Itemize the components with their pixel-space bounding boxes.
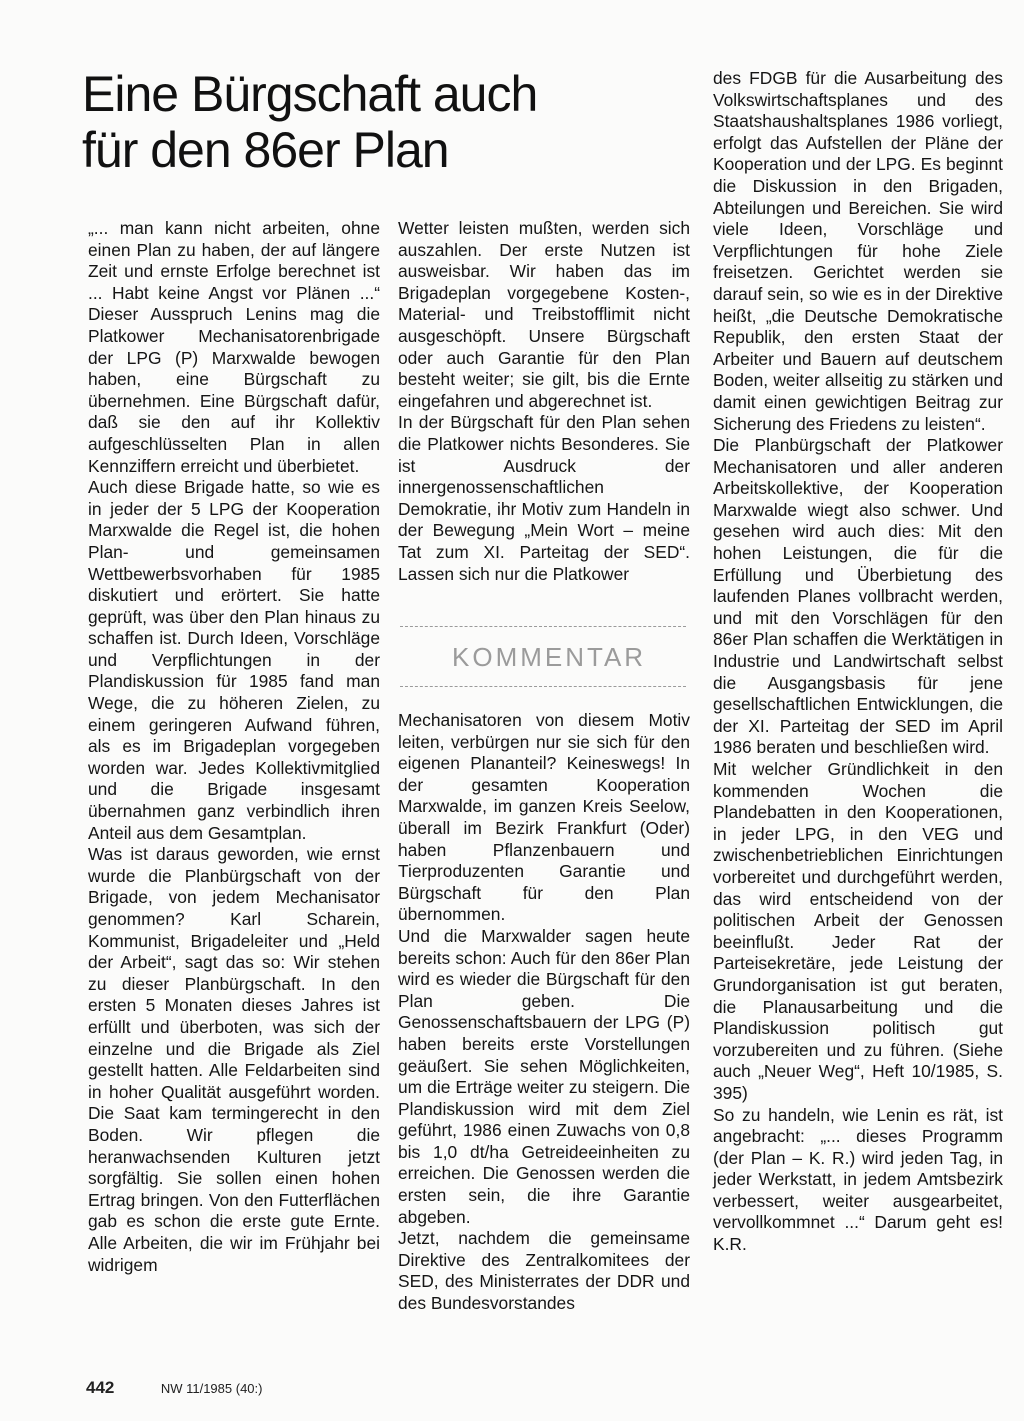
column-3 xyxy=(713,68,1003,1256)
paragraph: Die Planbürgschaft der Platkower Mechanisatoren und aller anderen Arbeitskollektive, der Kooperation Marxwalde wiegt also schwer. Und gesehen wird auch dies: Mit den hohen Leistungen, die für die Erfüllung und Überbietung des laufenden Planes vollbracht werden, und mit den Vorschlägen für den 86er Plan schaffen die Werktätigen in Industrie und Landwirtschaft selbst die Ausgangsbasis für jene gesellschaftlichen Entwicklungen, die der XI. Parteitag der SED im April 1986 beraten und beschließen wird. xyxy=(713,435,1003,758)
paragraph: des FDGB für die Ausarbeitung des Volkswirtschaftsplanes und des Staatshaushaltsplanes 1986 vorliegt, erfolgt das Aufstellen der Pläne der Kooperation und der LPG. Es beginnt die Diskussion in den Brigaden, Abteilungen und Bereichen. Sie wird viele Ideen, Vorschläge und Verpflichtungen für hohe Ziele freisetzen. Gerichtet werden sie darauf sein, so wie es in der Direktive heißt, „die Deutsche Demokratische Republik, den ersten Staat der Arbeiter und Bauern auf deutschem Boden, weiter allseitig zu stärken und damit einen gewichtigen Beitrag zur Sicherung des Friedens zu leisten“. xyxy=(713,68,1003,434)
paragraph: Und die Marxwalder sagen heute bereits schon: Auch für den 86er Plan wird es wieder die Bürgschaft für den Plan geben. Die Genossenschaftsbauern der LPG (P) haben bereits erste Vorstellungen geäußert. Sie sehen Möglichkeiten, um die Erträge weiter zu steigern. Die Plandiskussion wird mit dem Ziel geführt, 1986 einen Zuwachs von 0,8 bis 1,0 dt/ha Getreideeinheiten zu erreichen. Die Genossen werden die ersten sein, die ihre Garantie abgeben. xyxy=(398,925,690,1227)
page-number: 442 xyxy=(86,1378,115,1397)
kommentar-box xyxy=(398,620,690,692)
paragraph: Jetzt, nachdem die gemeinsame Direktive des Zentralkomitees der SED, des Ministerrates der DDR und des Bundesvorstandes xyxy=(398,1228,690,1314)
kommentar-label: KOMMENTAR xyxy=(452,642,647,672)
issue-reference: NW 11/1985 (40:) xyxy=(160,1381,263,1396)
paragraph: „... man kann nicht arbeiten, ohne einen Plan zu haben, der auf längere Zeit und ernste Erfolge berechnet ist ... Habt keine Angst vor Plänen ...“ Dieser Ausspruch Lenins mag die Platkower Mechanisatorenbrigade der LPG (P) Marxwalde bewogen haben, eine Bürgschaft zu übernehmen. Eine Bürgschaft dafür, daß sie den auf ihr Kollektiv aufgeschlüsselten Plan in allen Kennziffern erreicht und überbietet. xyxy=(88,218,380,476)
headline-line-1: Eine Bürgschaft auch xyxy=(82,66,538,122)
headline xyxy=(82,66,642,178)
column-1 xyxy=(88,218,380,1276)
divider-top xyxy=(400,626,686,627)
paragraph: Auch diese Brigade hatte, so wie es in jeder der 5 LPG der Kooperation Marxwalde die Regel ist, die hohen Plan- und gemeinsamen Wettbewerbsvorhaben für 1985 diskutiert und erörtert. Sie hatte geprüft, was über den Plan hinaus zu schaffen ist. Durch Ideen, Vorschläge und Verpflichtungen in der Plandiskussion für 1985 fand man Wege, die zu höheren Zielen, zu einem geringeren Aufwand führen, als es im Brigadeplan vorgegeben worden war. Jedes Kollektivmitglied und die Brigade insgesamt übernahmen ganz verbindlich ihren Anteil aus dem Gesamtplan. xyxy=(88,477,380,843)
page-footer xyxy=(86,1378,262,1398)
divider-bottom xyxy=(400,686,686,687)
paragraph: Was ist daraus geworden, wie ernst wurde die Planbürgschaft von der Brigade, von jedem Mechanisator genommen? Karl Scharein, Kommunist, Brigadeleiter und „Held der Arbeit“, sagt das so: Wir stehen zu dieser Planbürgschaft. In den ersten 5 Monaten dieses Jahres ist erfüllt und überboten, was sich der einzelne und die Brigade als Ziel gestellt hatten. Alle Feldarbeiten sind in hoher Qualität ausgeführt worden. Die Saat kam termingerecht in den Boden. Wir pflegen die heranwachsenden Kulturen jetzt sorgfältig. Sie sollen einen hohen Ertrag bringen. Von den Futterflächen gab es schon die erste gute Ernte. Alle Arbeiten, die wir im Frühjahr bei widrigem xyxy=(88,844,380,1275)
paragraph: In der Bürgschaft für den Plan sehen die Platkower nichts Besonderes. Sie ist Ausdruck der innergenossenschaftlichen Demokratie, ihr Motiv zum Handeln in der Bewegung „Mein Wort – meine Tat zum XI. Parteitag der SED“. Lassen sich nur die Platkower xyxy=(398,412,690,584)
column-2 xyxy=(398,218,690,585)
paragraph: Mit welcher Gründlichkeit in den kommenden Wochen die Plandebatten in den Kooperationen, in jeder LPG, in den VEG und zwischenbetrieblichen Einrichtungen vorbereitet und durchgeführt werden, das wird entscheidend von der politischen Arbeit der Genossen beeinflußt. Jeder Rat der Parteisekretäre, jede Leistung der Grundorganisation ist gut beraten, die Planausarbeitung und die Plandiskussion politisch gut vorzubereiten und zu führen. (Siehe auch „Neuer Weg“, Heft 10/1985, S. 395) xyxy=(713,759,1003,1103)
paragraph: So zu handeln, wie Lenin es rät, ist angebracht: „... dieses Programm (der Plan – K. R.) wird jeden Tag, in jeder Werkstatt, in jedem Amtsbezirk verbessert, weiter ausgearbeitet, vervollkommnet ...“ Darum geht es! K.R. xyxy=(713,1104,1003,1255)
paragraph: Mechanisatoren von diesem Motiv leiten, verbürgen nur sie sich für den eigenen Plananteil? Keineswegs! In der gesamten Kooperation Marxwalde, im ganzen Kreis Seelow, überall im Bezirk Frankfurt (Oder) haben Pflanzenbauern und Tierproduzenten Garantie und Bürgschaft für den Plan übernommen. xyxy=(398,710,690,925)
column-2-continued xyxy=(398,710,690,1315)
paragraph: Wetter leisten mußten, werden sich auszahlen. Der erste Nutzen ist ausweisbar. Wir haben das im Brigadeplan vorgegebene Kosten-, Material- und Treibstofflimit nicht ausgeschöpft. Unsere Bürgschaft oder auch Garantie für den Plan besteht weiter; sie gilt, bis die Ernte eingefahren und abgerechnet ist. xyxy=(398,218,690,411)
headline-line-2: für den 86er Plan xyxy=(82,122,449,178)
